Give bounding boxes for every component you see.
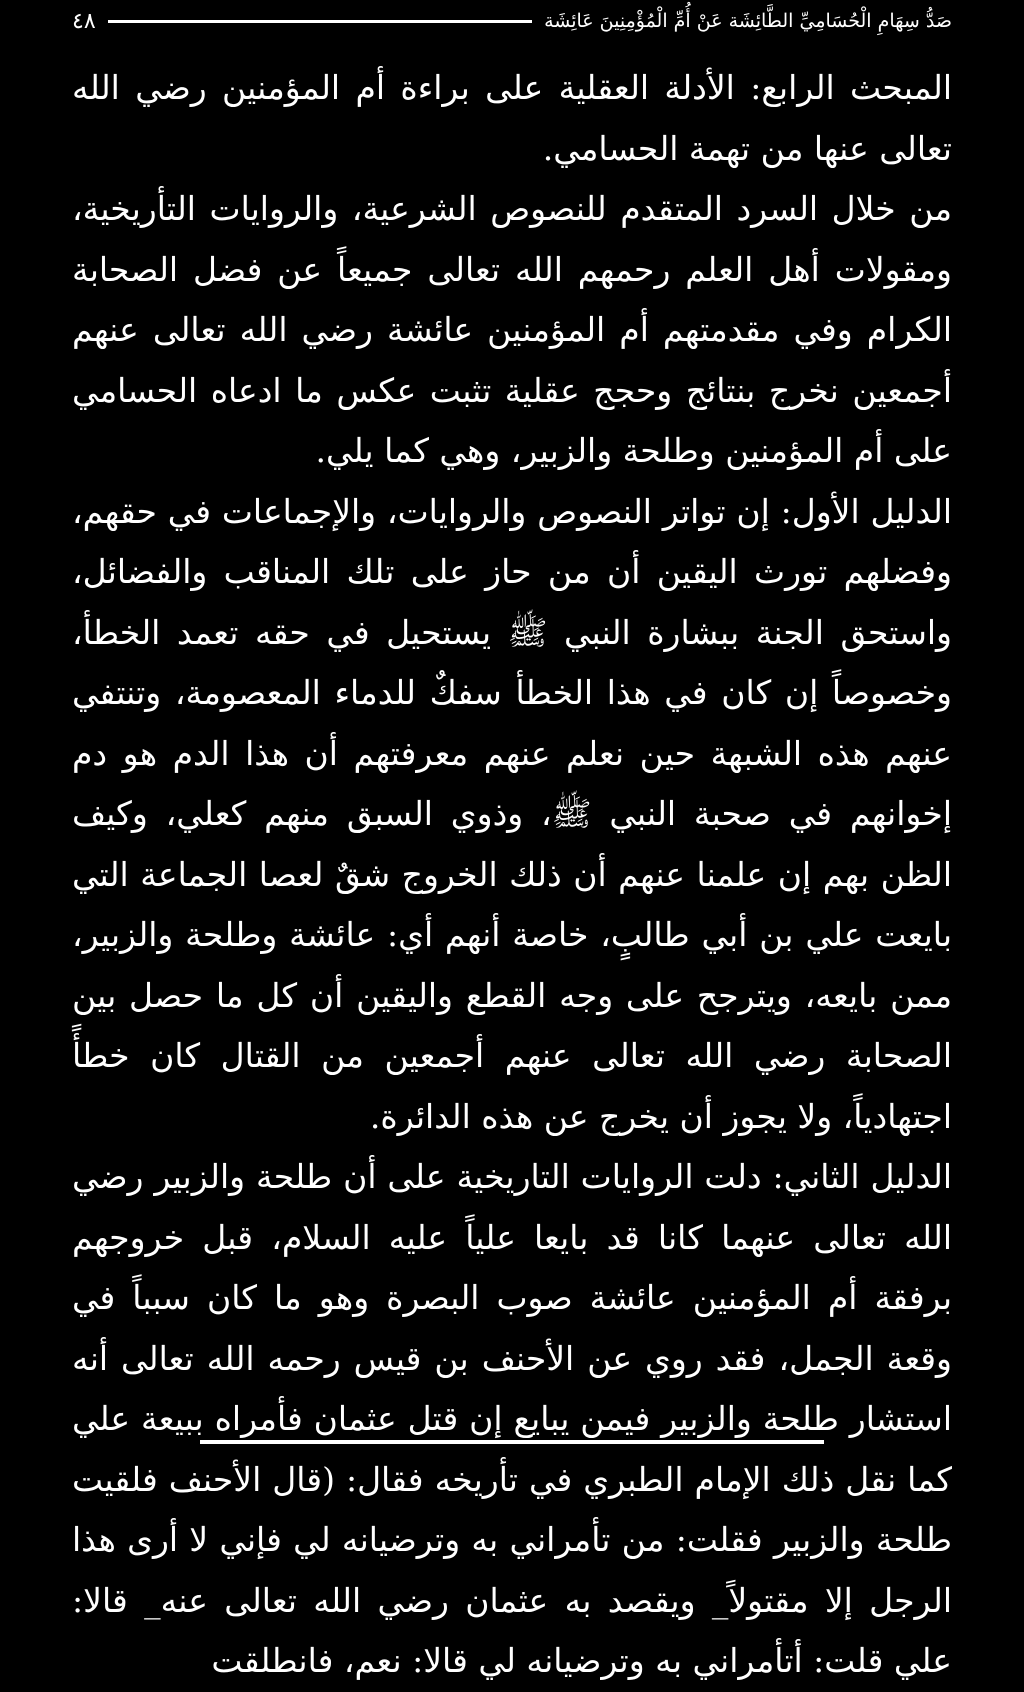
footer-rule [200,1440,824,1444]
evidence-two-paragraph: الدليل الثاني: دلت الروايات التاريخية على أن طلحة والزبير رضي الله تعالى عنهما كانا قد بايعا علياً عليه السلام، قبل خروجهم برفقة أم المؤمنين عائشة صوب البصرة وهو ما كان سبباً في وقعة الجمل، فقد روي عن الأحنف بن قيس رحمه الله تعالى أنه استشار طلحة والزبير فيمن يبايع إن قتل عثمان فأمراه ببيعة علي كما نقل ذلك الإمام الطبري في تأريخه فقال: (قال الأحنف فلقيت طلحة والزبير فقلت: من تأمراني به وترضيانه لي فإني لا أرى هذا الرجل إلا مقتولاً_ ويقصد به عثمان رضي الله تعالى عنه_ قالا: علي قلت: أتأمراني به وترضيانه لي قالا: نعم، فانطلقت [72,1157,952,1680]
page-body [72,58,952,1692]
page-number: ٤٨ [72,8,96,34]
section-heading: المبحث الرابع: الأدلة العقلية على براءة أم المؤمنين رضي الله تعالى عنها من تهمة الحسامي. [72,68,952,168]
intro-paragraph: من خلال السرد المتقدم للنصوص الشرعية، والروايات التأريخية، ومقولات أهل العلم رحمهم الله تعالى جميعاً عن فضل الصحابة الكرام وفي مقدمتهم أم المؤمنين عائشة رضي الله تعالى عنهم أجمعين نخرج بنتائج وحجج عقلية تثبت عكس ما ادعاه الحسامي على أم المؤمنين وطلحة والزبير، وهي كما يلي. [72,189,952,470]
running-header [72,4,952,38]
header-rule [108,20,532,23]
running-title: صَدُّ سِهَامِ الْحُسَامِيِّ الطَّائِشَة عَنْ أُمِّ الْمُؤْمِنِينَ عَائِشَة [544,10,952,32]
evidence-one-paragraph: الدليل الأول: إن تواتر النصوص والروايات، والإجماعات في حقهم، وفضلهم تورث اليقين أن من حاز على تلك المناقب والفضائل، واستحق الجنة ببشارة النبي ﷺ يستحيل في حقه تعمد الخطأ، وخصوصاً إن كان في هذا الخطأ سفكٌ للدماء المعصومة، وتنتفي عنهم هذه الشبهة حين نعلم عنهم معرفتهم أن هذا الدم هو دم إخوانهم في صحبة النبي ﷺ، وذوي السبق منهم كعلي، وكيف الظن بهم إن علمنا عنهم أن ذلك الخروج شقٌ لعصا الجماعة التي بايعت علي بن أبي طالبٍ، خاصة أنهم أي: عائشة وطلحة والزبير، ممن بايعه، ويترجح على وجه القطع واليقين أن كل ما حصل بين الصحابة رضي الله تعالى عنهم أجمعين من القتال كان خطأً اجتهادياً، ولا يجوز أن يخرج عن هذه الدائرة. [72,491,952,1136]
